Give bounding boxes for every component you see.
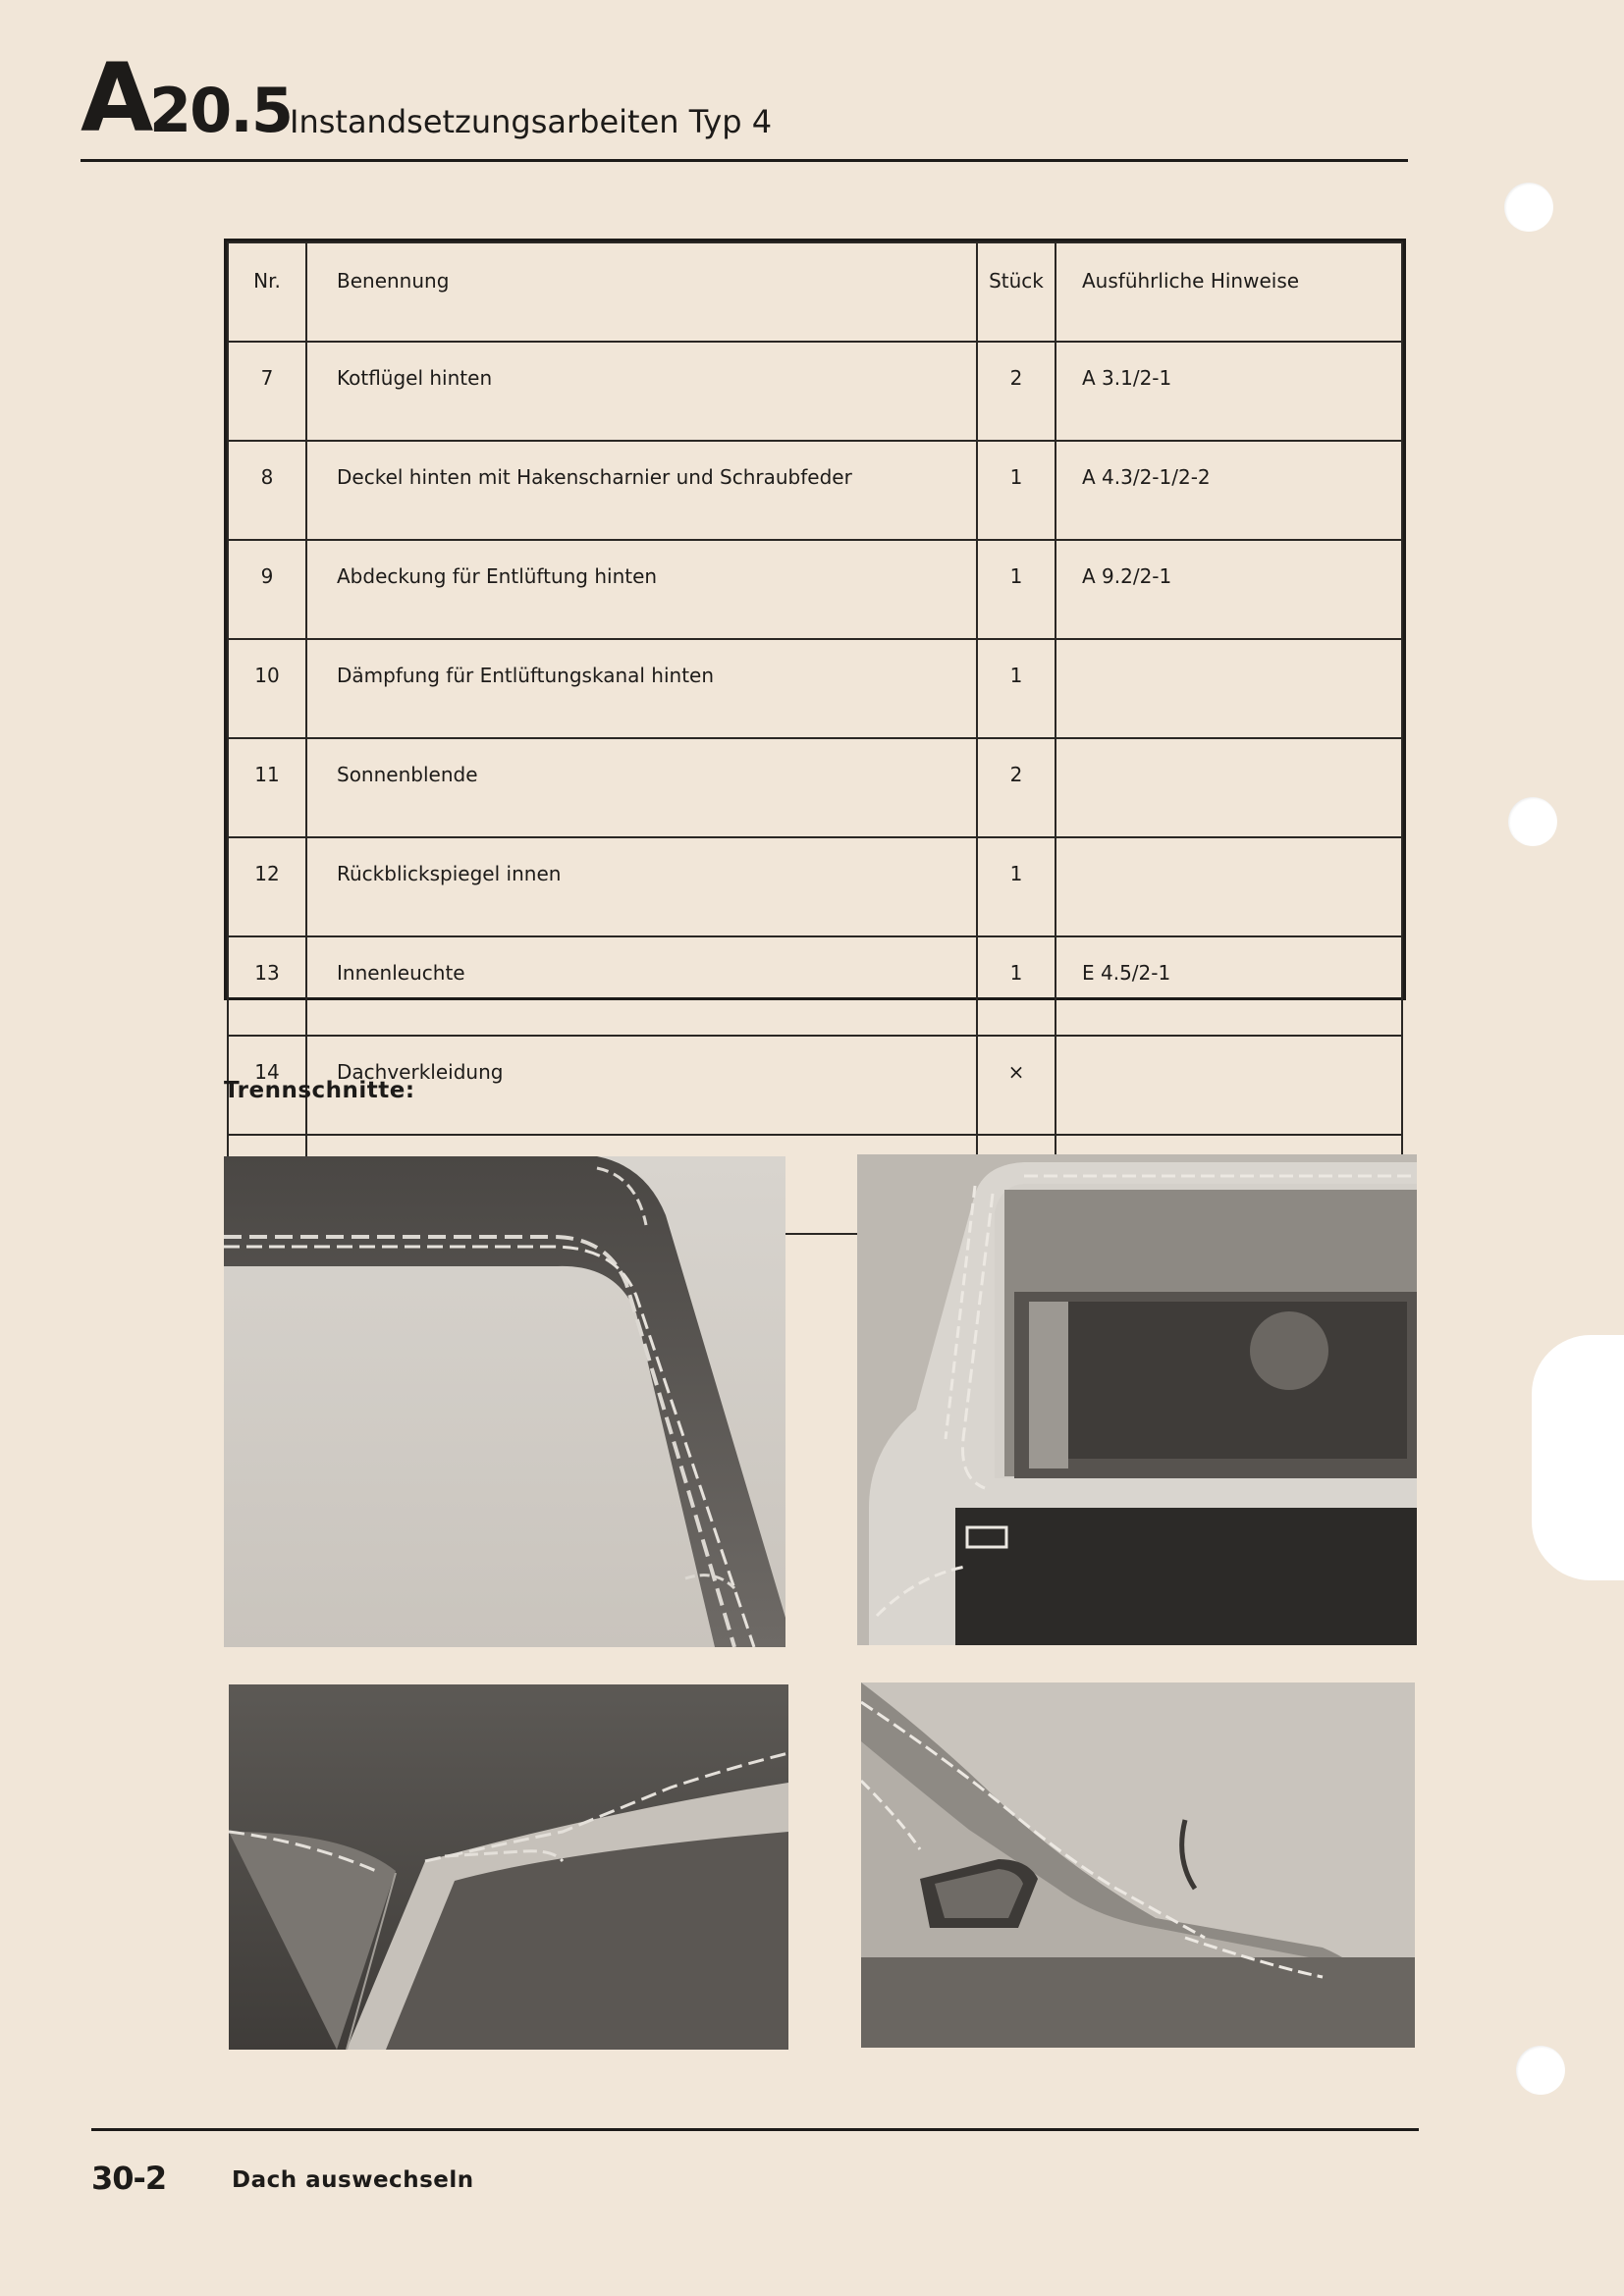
table-row (228, 639, 1402, 738)
column-header-benennung: Benennung (306, 242, 977, 342)
cell-nr: 12 (228, 837, 306, 936)
cell-ref (1056, 738, 1402, 837)
cell-ref (1056, 639, 1402, 738)
table-row (228, 540, 1402, 639)
section-code-number: 20.5 (149, 75, 292, 146)
cell-nr: 11 (228, 738, 306, 837)
page-header (81, 43, 1408, 167)
table-row (228, 837, 1402, 936)
cell-ref: A 3.1/2-1 (1056, 342, 1402, 441)
cell-qty: 1 (977, 837, 1056, 936)
cell-qty: 2 (977, 342, 1056, 441)
cell-nr: 8 (228, 441, 306, 540)
section-label: Trennschnitte: (224, 1078, 415, 1103)
footer-divider (91, 2128, 1419, 2131)
cell-ref (1056, 837, 1402, 936)
column-header-hinweise: Ausführliche Hinweise (1056, 242, 1402, 342)
cell-name: Sonnenblende (306, 738, 977, 837)
cell-qty: 1 (977, 936, 1056, 1036)
cell-nr: 14 (228, 1036, 306, 1135)
cell-name: Dachverkleidung (306, 1036, 977, 1135)
table-row (228, 342, 1402, 441)
cell-nr: 10 (228, 639, 306, 738)
cell-name: Deckel hinten mit Hakenscharnier und Schraubfeder (306, 441, 977, 540)
photo-rear-window (857, 1154, 1417, 1645)
punch-hole-top (1504, 183, 1553, 232)
cell-nr: 7 (228, 342, 306, 441)
cell-qty: 1 (977, 540, 1056, 639)
binder-notch (1532, 1335, 1624, 1580)
cell-ref (1056, 1036, 1402, 1135)
punch-hole-middle (1508, 797, 1557, 846)
table-header-row (228, 242, 1402, 342)
header-divider (81, 159, 1408, 162)
cell-name: Innenleuchte (306, 936, 977, 1036)
photo-roof-top (229, 1684, 788, 2050)
section-code-letter: A (81, 43, 150, 153)
page-title: Instandsetzungsarbeiten Typ 4 (290, 103, 773, 140)
column-header-stueck: Stück (977, 242, 1056, 342)
cell-qty: × (977, 1036, 1056, 1135)
photo-quarter-panel (861, 1682, 1415, 2048)
photo-roof-pillar-drawing (224, 1156, 785, 1647)
cell-ref: A 9.2/2-1 (1056, 540, 1402, 639)
photo-rear-window-drawing (857, 1154, 1417, 1645)
column-header-nr: Nr. (228, 242, 306, 342)
photo-quarter-panel-drawing (861, 1682, 1415, 2048)
table-row (228, 738, 1402, 837)
cell-name: Kotflügel hinten (306, 342, 977, 441)
table-row (228, 936, 1402, 1036)
cell-qty: 1 (977, 441, 1056, 540)
punch-hole-bottom (1516, 2046, 1565, 2095)
page-number: 30-2 (91, 2160, 167, 2197)
cell-name: Rückblickspiegel innen (306, 837, 977, 936)
photo-roof-pillar (224, 1156, 785, 1647)
cell-qty: 1 (977, 639, 1056, 738)
table-row (228, 441, 1402, 540)
cell-name: Dämpfung für Entlüftungskanal hinten (306, 639, 977, 738)
parts-table (224, 239, 1406, 1084)
cell-nr: 13 (228, 936, 306, 1036)
photo-roof-top-drawing (229, 1684, 788, 2050)
cell-qty: 2 (977, 738, 1056, 837)
cell-name: Abdeckung für Entlüftung hinten (306, 540, 977, 639)
cell-ref: E 4.5/2-1 (1056, 936, 1402, 1036)
footer-title: Dach auswechseln (232, 2167, 474, 2193)
cell-nr: 9 (228, 540, 306, 639)
cell-ref: A 4.3/2-1/2-2 (1056, 441, 1402, 540)
